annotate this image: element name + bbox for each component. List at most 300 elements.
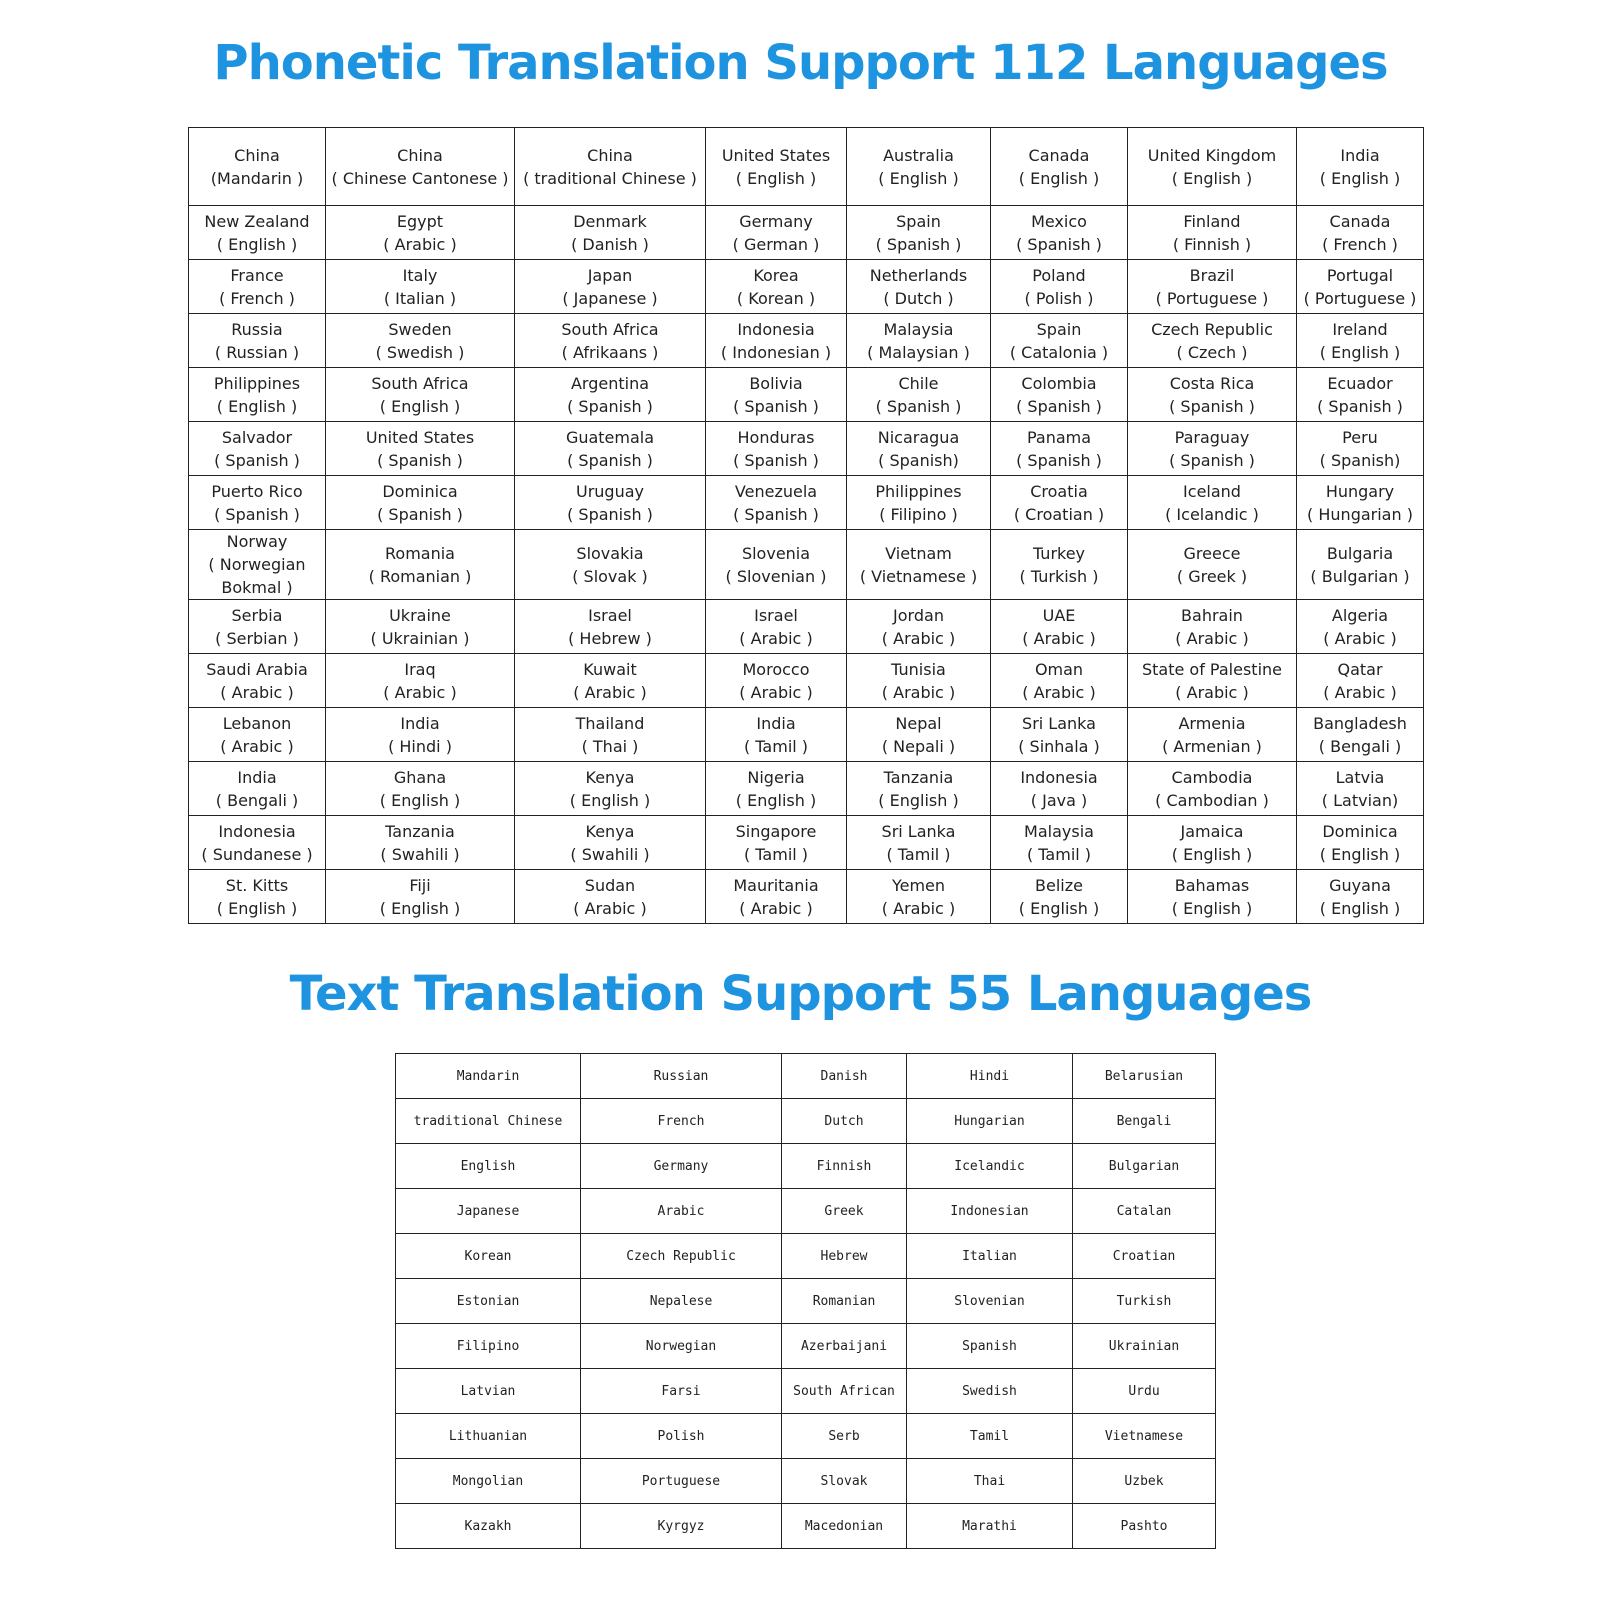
language-cell — [847, 816, 991, 870]
country-name: Malaysia — [883, 319, 954, 339]
phonetic-languages-table — [188, 127, 1424, 924]
table-row — [189, 600, 1424, 654]
language-cell — [1297, 708, 1424, 762]
language-cell — [706, 654, 847, 708]
country-name: Tunisia — [891, 659, 946, 679]
language-name: ( Catalonia ) — [1009, 342, 1109, 362]
language-name: ( Arabic ) — [739, 898, 813, 918]
table-row — [189, 206, 1424, 260]
table-row — [396, 1414, 1216, 1459]
country-name: Indonesia — [737, 319, 815, 339]
language-name: ( Sundanese ) — [201, 844, 313, 864]
language-name: ( Spanish ) — [1169, 396, 1255, 416]
language-name: ( Sinhala ) — [1018, 736, 1100, 756]
country-name: Mexico — [1031, 211, 1087, 231]
language-cell: Ukrainian — [1073, 1324, 1216, 1369]
language-name: ( Latvian) — [1321, 790, 1399, 810]
country-name: Denmark — [573, 211, 647, 231]
table-row — [189, 870, 1424, 924]
language-cell — [991, 368, 1128, 422]
language-cell — [1128, 476, 1297, 530]
language-cell: Vietnamese — [1073, 1414, 1216, 1459]
language-cell — [189, 314, 326, 368]
language-name: ( Arabic ) — [1175, 682, 1249, 702]
language-name: ( English ) — [1319, 168, 1401, 188]
country-name: Paraguay — [1174, 427, 1250, 447]
country-name: Costa Rica — [1169, 373, 1255, 393]
country-name: Israel — [754, 605, 798, 625]
language-name: ( Bengali ) — [1318, 736, 1402, 756]
country-name: Venezuela — [734, 481, 818, 501]
language-cell — [1297, 128, 1424, 206]
table-row — [189, 476, 1424, 530]
language-name: ( Tamil ) — [743, 844, 809, 864]
country-name: United States — [721, 145, 831, 165]
language-cell — [326, 762, 515, 816]
language-name: ( Arabic ) — [1323, 682, 1397, 702]
country-name: Vietnam — [885, 543, 952, 563]
language-name: ( Spanish ) — [875, 234, 962, 254]
language-name: ( English ) — [379, 790, 461, 810]
language-cell — [706, 762, 847, 816]
country-name: Sudan — [584, 875, 636, 895]
country-name: Italy — [402, 265, 438, 285]
language-cell — [706, 206, 847, 260]
language-name: ( Arabic ) — [881, 898, 956, 918]
country-name: United Kingdom — [1147, 145, 1277, 165]
country-name: Iraq — [404, 659, 436, 679]
language-cell: Japanese — [396, 1189, 581, 1234]
country-name: Dominica — [382, 481, 458, 501]
country-name: China — [397, 145, 443, 165]
language-cell — [515, 530, 706, 600]
language-cell — [326, 530, 515, 600]
language-name: ( Icelandic ) — [1165, 504, 1259, 524]
language-name: ( English ) — [1319, 844, 1401, 864]
language-cell — [1128, 708, 1297, 762]
text-languages-table — [395, 1053, 1216, 1549]
language-name: ( Dutch ) — [883, 288, 954, 308]
country-name: Thailand — [575, 713, 645, 733]
language-cell: Indonesian — [907, 1189, 1073, 1234]
language-name: ( Arabic ) — [573, 898, 647, 918]
language-name: ( Swahili ) — [570, 844, 650, 864]
language-cell — [1297, 206, 1424, 260]
country-name: Saudi Arabia — [206, 659, 308, 679]
table-row — [189, 816, 1424, 870]
table-row — [396, 1234, 1216, 1279]
country-name: Belize — [1035, 875, 1083, 895]
language-name: ( Czech ) — [1176, 342, 1248, 362]
language-cell: Tamil — [907, 1414, 1073, 1459]
table-row — [189, 530, 1424, 600]
country-name: Algeria — [1331, 605, 1389, 625]
country-name: Indonesia — [218, 821, 296, 841]
language-cell — [706, 870, 847, 924]
language-cell — [326, 368, 515, 422]
language-cell — [326, 206, 515, 260]
language-name: ( Nepali ) — [881, 736, 956, 756]
language-cell — [991, 530, 1128, 600]
language-name: ( Arabic ) — [220, 682, 294, 702]
language-name: ( Bulgarian ) — [1310, 566, 1410, 586]
country-name: Fiji — [409, 875, 431, 895]
language-name: ( Spanish ) — [1169, 450, 1255, 470]
language-name: ( Arabic ) — [739, 628, 813, 648]
country-name: Ukraine — [389, 605, 451, 625]
language-cell — [991, 476, 1128, 530]
country-name: Nigeria — [747, 767, 805, 787]
language-name: ( English ) — [216, 234, 298, 254]
table-row — [396, 1054, 1216, 1099]
language-cell — [515, 128, 706, 206]
table-row — [189, 762, 1424, 816]
country-name: China — [234, 145, 280, 165]
language-cell: Romanian — [782, 1279, 907, 1324]
language-cell — [991, 422, 1128, 476]
country-name: Kuwait — [583, 659, 637, 679]
language-cell: Macedonian — [782, 1504, 907, 1549]
country-name: Serbia — [231, 605, 283, 625]
country-name: UAE — [1042, 605, 1076, 625]
language-cell: Arabic — [581, 1189, 782, 1234]
language-cell — [1128, 600, 1297, 654]
language-name: ( English ) — [1018, 168, 1100, 188]
language-cell: Danish — [782, 1054, 907, 1099]
country-name: Finland — [1183, 211, 1241, 231]
language-name: ( Spanish ) — [1016, 396, 1102, 416]
language-cell — [1128, 206, 1297, 260]
country-name: Yemen — [891, 875, 946, 895]
language-cell — [515, 816, 706, 870]
language-cell: Croatian — [1073, 1234, 1216, 1279]
language-name: ( German ) — [732, 234, 820, 254]
table-row — [189, 422, 1424, 476]
language-name: ( English ) — [735, 168, 817, 188]
country-name: Armenia — [1178, 713, 1246, 733]
language-cell — [1297, 260, 1424, 314]
table-row — [396, 1324, 1216, 1369]
language-cell — [1297, 476, 1424, 530]
language-name: ( Japanese ) — [562, 288, 658, 308]
language-cell — [515, 476, 706, 530]
language-cell: Swedish — [907, 1369, 1073, 1414]
language-name: ( Tamil ) — [1026, 844, 1092, 864]
language-name: ( Spanish ) — [1317, 396, 1403, 416]
language-name: ( Cambodian ) — [1155, 790, 1269, 810]
language-name: ( English ) — [569, 790, 651, 810]
language-name: ( Korean ) — [736, 288, 816, 308]
country-name: Peru — [1342, 427, 1378, 447]
language-cell — [991, 816, 1128, 870]
language-name: ( Swedish ) — [375, 342, 465, 362]
language-cell: English — [396, 1144, 581, 1189]
language-cell — [189, 708, 326, 762]
language-cell — [706, 260, 847, 314]
country-name: New Zealand — [204, 211, 310, 231]
language-name: ( Romanian ) — [368, 566, 472, 586]
country-name: Malaysia — [1024, 821, 1094, 841]
language-name: ( Greek ) — [1176, 566, 1248, 586]
country-name: Czech Republic — [1151, 319, 1273, 339]
language-name: ( Slovenian ) — [725, 566, 827, 586]
language-cell — [515, 206, 706, 260]
language-name: ( Indonesian ) — [720, 342, 832, 362]
country-name: Bolivia — [749, 373, 803, 393]
language-cell — [515, 654, 706, 708]
language-cell: Polish — [581, 1414, 782, 1459]
language-cell — [706, 600, 847, 654]
language-name: ( traditional Chinese ) — [523, 168, 697, 188]
language-cell — [991, 870, 1128, 924]
language-cell: Marathi — [907, 1504, 1073, 1549]
country-name: Canada — [1329, 211, 1391, 231]
country-name: Australia — [883, 145, 954, 165]
country-name: Guyana — [1329, 875, 1391, 895]
language-cell — [189, 260, 326, 314]
table-row — [189, 314, 1424, 368]
language-cell: Catalan — [1073, 1189, 1216, 1234]
language-cell: Icelandic — [907, 1144, 1073, 1189]
language-name: ( Spanish ) — [1016, 234, 1102, 254]
country-name: Turkey — [1032, 543, 1086, 563]
language-cell — [847, 260, 991, 314]
language-cell: Czech Republic — [581, 1234, 782, 1279]
language-name: ( Tamil ) — [886, 844, 951, 864]
country-name: Nicaragua — [877, 427, 960, 447]
language-cell — [847, 600, 991, 654]
language-cell: Lithuanian — [396, 1414, 581, 1459]
language-name: ( English ) — [1171, 168, 1253, 188]
text-title: Text Translation Support 55 Languages — [289, 966, 1312, 1022]
language-name: ( Serbian ) — [215, 628, 299, 648]
language-cell — [189, 762, 326, 816]
country-name: Greece — [1183, 543, 1241, 563]
language-cell: Bulgarian — [1073, 1144, 1216, 1189]
country-name: Norway — [226, 532, 288, 551]
language-cell: Korean — [396, 1234, 581, 1279]
language-cell — [1128, 260, 1297, 314]
language-name: ( Swahili ) — [380, 844, 460, 864]
table-row — [396, 1459, 1216, 1504]
table-row — [396, 1369, 1216, 1414]
language-cell: Slovak — [782, 1459, 907, 1504]
language-name: ( Arabic ) — [881, 682, 956, 702]
language-cell: Estonian — [396, 1279, 581, 1324]
country-name: Kenya — [585, 821, 635, 841]
country-name: India — [237, 767, 277, 787]
table-row — [189, 128, 1424, 206]
language-name: ( English ) — [216, 898, 298, 918]
language-name: ( Hindi ) — [388, 736, 452, 756]
country-name: Argentina — [570, 373, 650, 393]
table-row — [396, 1279, 1216, 1324]
language-name: ( Spanish ) — [214, 450, 300, 470]
language-name: ( Turkish ) — [1019, 566, 1099, 586]
language-name: ( Finnish ) — [1172, 234, 1252, 254]
country-name: Bahamas — [1174, 875, 1250, 895]
language-cell — [706, 368, 847, 422]
language-cell — [326, 708, 515, 762]
language-cell: Filipino — [396, 1324, 581, 1369]
country-name: India — [400, 713, 440, 733]
country-name: Korea — [753, 265, 799, 285]
table-row — [189, 260, 1424, 314]
language-cell — [847, 530, 991, 600]
language-cell: Farsi — [581, 1369, 782, 1414]
country-name: South Africa — [561, 319, 659, 339]
language-name: (Mandarin ) — [210, 168, 304, 188]
phonetic-title: Phonetic Translation Support 112 Languages — [213, 35, 1388, 91]
language-cell — [991, 600, 1128, 654]
language-name: ( French ) — [219, 288, 295, 308]
table-row — [189, 708, 1424, 762]
country-name: Ecuador — [1327, 373, 1393, 393]
language-cell — [515, 368, 706, 422]
language-cell: Uzbek — [1073, 1459, 1216, 1504]
country-name: South Africa — [371, 373, 469, 393]
country-name: Nepal — [895, 713, 942, 733]
country-name: Philippines — [875, 481, 962, 501]
language-cell — [991, 314, 1128, 368]
language-cell: South African — [782, 1369, 907, 1414]
language-cell — [1297, 870, 1424, 924]
country-name: Ireland — [1332, 319, 1388, 339]
language-name: ( English ) — [379, 396, 461, 416]
language-cell — [326, 422, 515, 476]
language-cell — [326, 476, 515, 530]
country-name: Chile — [898, 373, 939, 393]
language-cell — [189, 600, 326, 654]
country-name: Romania — [385, 543, 455, 563]
language-name: ( Russian ) — [214, 342, 300, 362]
language-name: ( Arabic ) — [1022, 682, 1096, 702]
language-cell: Finnish — [782, 1144, 907, 1189]
language-cell — [515, 870, 706, 924]
language-name: ( Portuguese ) — [1155, 288, 1269, 308]
language-cell — [847, 654, 991, 708]
language-name: ( Italian ) — [383, 288, 457, 308]
language-name: ( Spanish ) — [733, 396, 819, 416]
language-cell — [515, 260, 706, 314]
language-cell — [326, 314, 515, 368]
language-name: ( English ) — [1171, 898, 1253, 918]
language-cell — [991, 708, 1128, 762]
language-cell — [706, 422, 847, 476]
country-name: Oman — [1034, 659, 1084, 679]
language-name: ( Armenian ) — [1162, 736, 1262, 756]
language-name: ( Arabic ) — [881, 628, 956, 648]
language-name: ( Hebrew ) — [568, 628, 652, 648]
language-name: ( Tamil ) — [743, 736, 809, 756]
language-cell: Slovenian — [907, 1279, 1073, 1324]
language-name: ( Spanish ) — [567, 504, 653, 524]
language-cell — [847, 422, 991, 476]
language-cell — [1128, 368, 1297, 422]
language-cell: Germany — [581, 1144, 782, 1189]
language-cell — [515, 600, 706, 654]
country-name: Tanzania — [385, 821, 455, 841]
language-cell — [1128, 530, 1297, 600]
language-cell — [326, 600, 515, 654]
language-cell: Hindi — [907, 1054, 1073, 1099]
language-cell — [189, 870, 326, 924]
language-name: ( Arabic ) — [1175, 628, 1249, 648]
language-name: ( English ) — [1171, 844, 1253, 864]
language-cell — [991, 762, 1128, 816]
country-name: Germany — [739, 211, 813, 231]
language-cell — [326, 816, 515, 870]
language-cell: Dutch — [782, 1099, 907, 1144]
country-name: Sri Lanka — [881, 821, 956, 841]
country-name: St. Kitts — [225, 875, 289, 895]
language-cell — [1297, 314, 1424, 368]
language-name: ( Hungarian ) — [1307, 504, 1413, 524]
country-name: Morocco — [742, 659, 810, 679]
country-name: Latvia — [1335, 767, 1385, 787]
language-cell — [189, 654, 326, 708]
country-name: Dominica — [1322, 821, 1398, 841]
language-cell — [1297, 654, 1424, 708]
language-name: ( Arabic ) — [573, 682, 647, 702]
table-row — [396, 1099, 1216, 1144]
language-name: ( Arabic ) — [383, 682, 457, 702]
country-name: Qatar — [1337, 659, 1383, 679]
language-cell — [1297, 600, 1424, 654]
language-cell — [326, 128, 515, 206]
language-cell: Mongolian — [396, 1459, 581, 1504]
language-name: ( Croatian ) — [1013, 504, 1105, 524]
language-cell — [847, 368, 991, 422]
country-name: Iceland — [1183, 481, 1241, 501]
language-cell — [189, 422, 326, 476]
language-cell: Spanish — [907, 1324, 1073, 1369]
language-name: ( Ukrainian ) — [370, 628, 470, 648]
language-name: ( Arabic ) — [739, 682, 813, 702]
language-cell — [706, 816, 847, 870]
country-name: Jamaica — [1180, 821, 1244, 841]
language-cell — [515, 422, 706, 476]
language-cell — [189, 530, 326, 600]
country-name: Slovakia — [576, 543, 644, 563]
country-name: Poland — [1032, 265, 1086, 285]
language-cell — [1128, 128, 1297, 206]
language-cell — [991, 128, 1128, 206]
language-cell: Latvian — [396, 1369, 581, 1414]
country-name: Egypt — [396, 211, 444, 231]
language-name: ( Java ) — [1030, 790, 1088, 810]
country-name: Honduras — [737, 427, 815, 447]
language-cell — [1128, 816, 1297, 870]
language-cell — [1297, 762, 1424, 816]
language-cell — [706, 530, 847, 600]
table-row — [396, 1144, 1216, 1189]
country-name: Uruguay — [576, 481, 644, 501]
language-name: ( Bengali ) — [215, 790, 299, 810]
language-name: ( English ) — [379, 898, 461, 918]
language-cell: Nepalese — [581, 1279, 782, 1324]
table-row — [396, 1504, 1216, 1549]
language-cell: Thai — [907, 1459, 1073, 1504]
language-name: ( Spanish ) — [733, 450, 819, 470]
language-cell — [189, 128, 326, 206]
country-name: Bangladesh — [1313, 713, 1407, 733]
language-name: ( Spanish ) — [875, 396, 962, 416]
country-name: Portugal — [1326, 265, 1394, 285]
country-name: Canada — [1028, 145, 1090, 165]
language-name: ( Spanish ) — [377, 450, 463, 470]
language-cell — [189, 476, 326, 530]
